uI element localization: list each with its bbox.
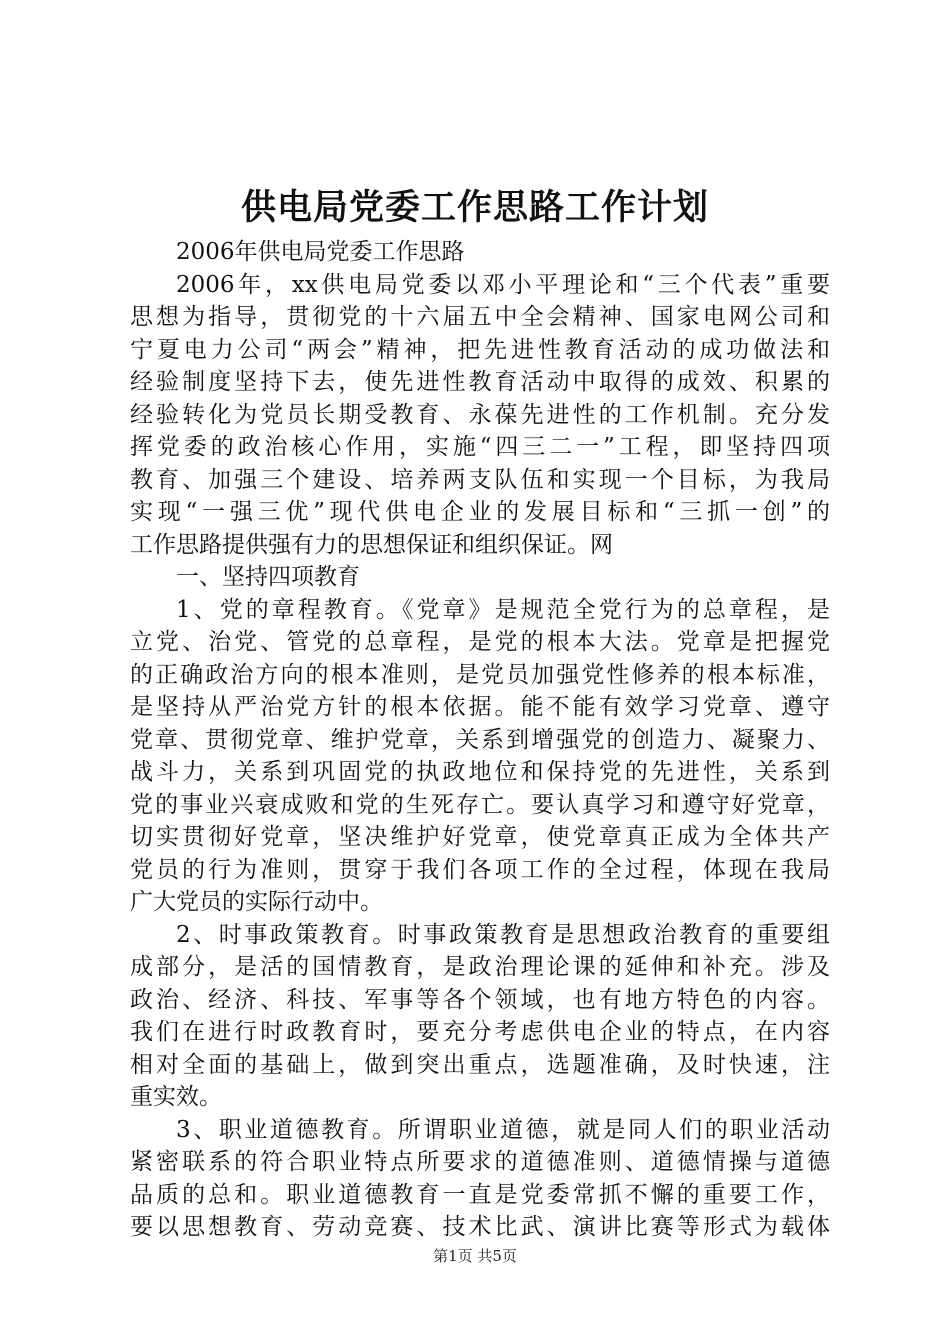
body-text-line: 挥党委的政治核心作用，实施“四三二一”工程，即坚持四项: [130, 434, 830, 460]
body-text-line: 工作思路提供强有力的思想保证和组织保证。网: [130, 531, 613, 558]
body-text-line: 3、职业道德教育。所谓职业道德，就是同人们的职业活动: [176, 1116, 830, 1143]
body-text-line: 的正确政治方向的根本准则，是党员加强党性修养的根本标准，: [130, 661, 830, 688]
body-text-line: 宁夏电力公司“两会”精神，把先进性教育活动的成功做法和: [130, 336, 830, 363]
body-text-line: 广大党员的实际行动中。: [130, 889, 383, 915]
body-text-line: 1、党的章程教育。《党章》是规范全党行为的总章程，是: [176, 596, 830, 623]
body-text-line: 战斗力，关系到巩固党的执政地位和保持党的先进性，关系到: [130, 759, 830, 785]
body-text-line: 2006年，xx供电局党委以邓小平理论和“三个代表”重要: [176, 271, 830, 298]
body-text-line: 教育、加强三个建设、培养两支队伍和实现一个目标，为我局: [130, 466, 830, 493]
body-text-line: 经验转化为党员长期受教育、永葆先进性的工作机制。充分发: [130, 401, 830, 428]
page-indicator: 第1页 共5页: [433, 1247, 517, 1265]
body-text-line: 一、坚持四项教育: [176, 564, 360, 590]
body-text-line: 政治、经济、科技、军事等各个领域，也有地方特色的内容。: [130, 986, 830, 1013]
body-text-line: 党的事业兴衰成败和党的生死存亡。要认真学习和遵守好党章，: [130, 791, 830, 818]
body-text-line: 经验制度坚持下去，使先进性教育活动中取得的成效、积累的: [130, 369, 830, 395]
body-text-line: 品质的总和。职业道德教育一直是党委常抓不懈的重要工作，: [130, 1181, 830, 1208]
body-text-line: 党员的行为准则，贯穿于我们各项工作的全过程，体现在我局: [130, 856, 830, 883]
body-text-line: 实现“一强三优”现代供电企业的发展目标和“三抓一创”的: [130, 499, 830, 525]
body-text-line: 要以思想教育、劳动竞赛、技术比武、演讲比赛等形式为载体: [130, 1214, 830, 1240]
body-text-line: 我们在进行时政教育时，要充分考虑供电企业的特点，在内容: [130, 1019, 830, 1045]
body-text-line: 重实效。: [130, 1084, 222, 1110]
body-text-line: 切实贯彻好党章，坚决维护好党章，使党章真正成为全体共产: [130, 824, 830, 850]
body-text-line: 相对全面的基础上，做到突出重点，选题准确，及时快速，注: [130, 1051, 830, 1078]
body-text-line: 立党、治党、管党的总章程，是党的根本大法。党章是把握党: [130, 629, 830, 655]
document-title: 供电局党委工作思路工作计划: [240, 187, 709, 228]
body-text-line: 2、时事政策教育。时事政策教育是思想政治教育的重要组: [176, 921, 830, 948]
body-text-line: 党章、贯彻党章、维护党章，关系到增强党的创造力、凝聚力、: [130, 726, 830, 753]
body-text-line: 成部分，是活的国情教育，是政治理论课的延伸和补充。涉及: [130, 954, 830, 980]
body-text-line: 思想为指导，贯彻党的十六届五中全会精神、国家电网公司和: [130, 304, 830, 330]
body-text-line: 是坚持从严治党方针的根本依据。能不能有效学习党章、遵守: [130, 694, 830, 720]
document-body: [130, 236, 830, 1244]
body-text-line: 紧密联系的符合职业特点所要求的道德准则、道德情操与道德: [130, 1149, 830, 1175]
body-text-line: 2006年供电局党委工作思路: [176, 239, 465, 265]
